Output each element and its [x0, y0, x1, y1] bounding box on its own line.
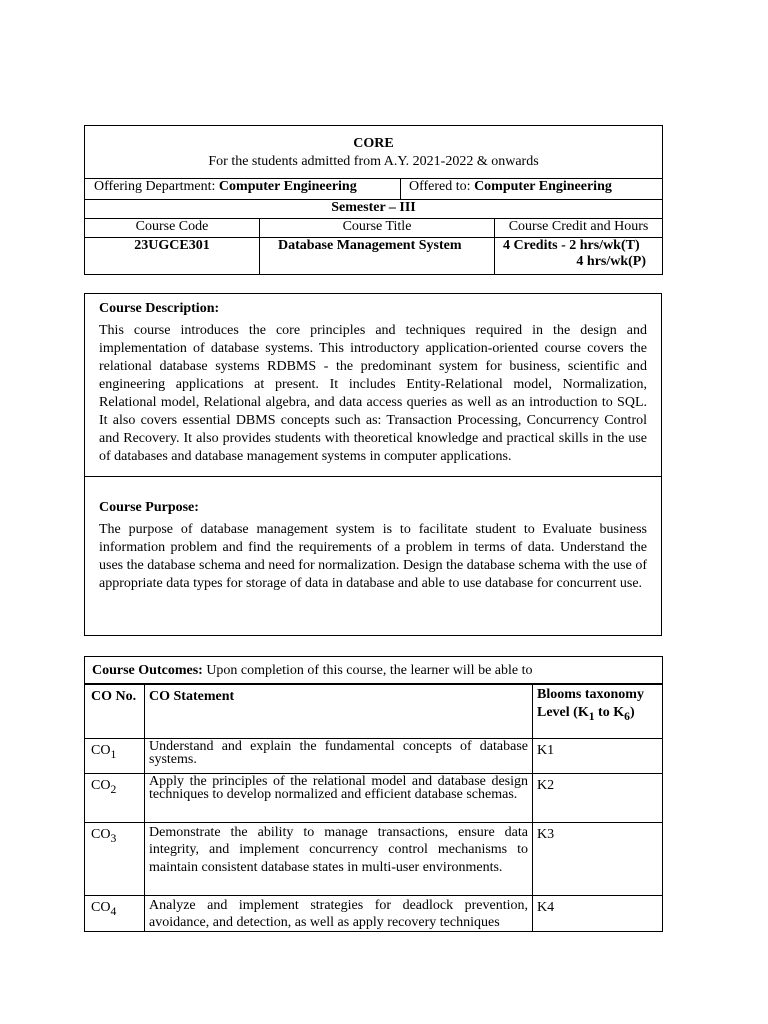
core-title: CORE — [353, 136, 394, 151]
course-title-header: Course Title — [260, 219, 495, 238]
course-title: Database Management System — [260, 238, 495, 275]
co-statement: Apply the principles of the relational model and database design techniques to develop normalized and efficient database schemas. — [145, 773, 533, 822]
co-number: $CO_3$ — [85, 822, 145, 895]
offered-to-label: Offered to: — [409, 179, 475, 194]
co-number: $CO_2$ — [85, 773, 145, 822]
course-outcomes — [84, 656, 662, 934]
co-level: K3 — [533, 822, 663, 895]
course-outcomes-label: Course Outcomes: — [92, 662, 203, 678]
course-purpose-section — [85, 477, 661, 593]
course-description-section — [85, 294, 661, 477]
credits-line-2: 4 hrs/wk(P) — [576, 254, 647, 269]
blooms-header-text: Blooms taxonomy Level (K — [537, 687, 644, 720]
course-purpose-heading: Course Purpose: — [99, 500, 199, 515]
core-title-cell — [85, 126, 663, 179]
blooms-header-end: ) — [629, 705, 635, 720]
course-outcomes-table — [84, 656, 663, 932]
course-description-text: This course introduces the core principles and techniques required in the design and implementation of database systems. This introductory application-oriented course covers the relational database systems RDBMS - the predominant system for business, scientific and engineering applications at present. It includes Entity-Relational model, Normalization, Relational model, Relational algebra, and data access queries as well as an introduction to SQL. It also covers essential DBMS concepts such as: Transaction Processing, Concurrency Control and Recovery. It also provides students with theoretical knowledge and practical skills in the use of databases and database management systems in computer applications. — [99, 323, 647, 464]
co-statement-header: CO Statement — [145, 684, 533, 738]
course-description-heading: Course Description: — [99, 301, 220, 316]
course-header-table — [84, 125, 663, 275]
course-code: 23UGCE301 — [85, 238, 260, 275]
course-header — [84, 125, 662, 272]
course-credits — [495, 238, 663, 275]
semester: Semester – III — [85, 200, 663, 219]
offering-department-value: Computer Engineering — [218, 179, 357, 194]
co-level: K2 — [533, 773, 663, 822]
co-number: $CO_4$ — [85, 895, 145, 931]
co-statement: Understand and explain the fundamental concepts of database systems. — [145, 738, 533, 773]
credits-line-1: 4 Credits - 2 hrs/wk(T) — [503, 238, 640, 253]
course-outcomes-intro — [85, 657, 663, 685]
table-row — [85, 773, 663, 822]
course-description-box — [84, 293, 662, 636]
blooms-header-sub2: 6 — [624, 709, 630, 723]
course-outcomes-text: Upon completion of this course, the learner will be able to — [202, 662, 533, 678]
offering-department-label: Offering Department: — [94, 179, 219, 194]
table-row — [85, 822, 663, 895]
course-purpose-text: The purpose of database management system is to facilitate student to Evaluate business information problem and find the requirements of a problem in terms of data. Understand the uses the database schema and need for normalization. Design the database schema with the use of appropriate data types for storage of data in database and able to use database for concurrent use. — [99, 522, 647, 591]
course-credit-header: Course Credit and Hours — [495, 219, 663, 238]
offering-department-cell — [85, 179, 401, 200]
co-statement: Analyze and implement strategies for deadlock prevention, avoidance, and detection, as well as apply recovery techniques — [145, 895, 533, 931]
co-no-header: CO No. — [85, 684, 145, 738]
co-statement: Demonstrate the ability to manage transactions, ensure data integrity, and implement concurrency control mechanisms to maintain consistent database states in multi-user environments. — [145, 822, 533, 895]
blooms-level-header — [533, 684, 663, 738]
admission-note: For the students admitted from A.Y. 2021-2022 & onwards — [208, 154, 539, 169]
offered-to-cell — [401, 179, 663, 200]
blooms-header-sub1: 1 — [588, 709, 595, 723]
blooms-header-mid: to K — [594, 705, 625, 720]
co-number: $CO_1$ — [85, 738, 145, 773]
course-code-header: Course Code — [85, 219, 260, 238]
table-row — [85, 738, 663, 773]
table-row — [85, 895, 663, 931]
co-level: K1 — [533, 738, 663, 773]
offered-to-value: Computer Engineering — [474, 179, 612, 194]
co-level: K4 — [533, 895, 663, 931]
